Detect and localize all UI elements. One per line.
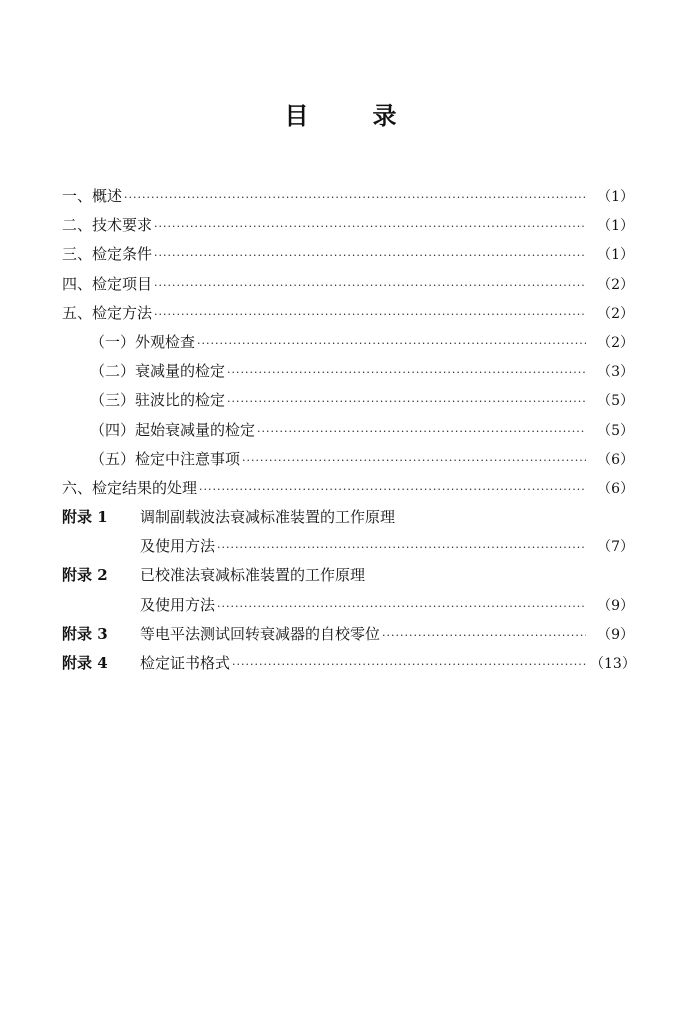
toc-page: （1）	[597, 218, 634, 235]
toc-number: （四）	[90, 420, 136, 439]
toc-page: （9）	[597, 626, 634, 643]
dot-leader	[242, 446, 586, 475]
dot-leader	[227, 358, 586, 387]
toc-number: （一）	[90, 332, 136, 351]
toc-text: 概述	[92, 187, 123, 205]
dot-leader	[154, 300, 586, 329]
dot-leader	[199, 475, 586, 504]
toc-page: （13）	[590, 656, 636, 672]
toc-number: 五、	[62, 303, 93, 322]
toc-text: 检定结果的处理	[92, 478, 198, 497]
dot-leader	[154, 241, 586, 270]
toc-page: （9）	[597, 597, 634, 614]
toc-page: （3）	[597, 364, 634, 381]
title-char-2: 录	[372, 101, 397, 130]
toc-text: 检定条件	[92, 245, 153, 264]
toc-subentry[interactable]	[62, 357, 634, 386]
table-of-contents	[62, 182, 634, 678]
appendix-label: 附录 3	[62, 624, 108, 643]
toc-number: 四、	[62, 274, 93, 293]
toc-number: （三）	[90, 391, 136, 410]
dot-leader	[197, 329, 586, 358]
toc-number: （二）	[90, 362, 136, 381]
toc-page: （1）	[597, 189, 634, 205]
toc-entry[interactable]	[62, 182, 634, 211]
toc-entry[interactable]	[62, 299, 634, 328]
page-title	[0, 96, 681, 131]
appendix-label: 附录 1	[62, 508, 108, 527]
toc-appendix[interactable]	[62, 561, 634, 590]
appendix-title-cont: 及使用方法	[140, 537, 216, 556]
toc-text: 技术要求	[92, 216, 153, 235]
dot-leader	[257, 417, 586, 446]
toc-page: （6）	[597, 480, 634, 497]
toc-page: （1）	[597, 247, 634, 264]
toc-appendix-continued[interactable]	[62, 532, 634, 561]
dot-leader	[382, 621, 586, 650]
appendix-title: 等电平法测试回转衰减器的自校零位	[140, 624, 381, 643]
toc-appendix-continued[interactable]	[62, 591, 634, 620]
toc-number: 六、	[62, 478, 93, 497]
dot-leader	[154, 212, 586, 241]
toc-subentry[interactable]	[62, 328, 634, 357]
title-char-1: 目	[284, 101, 309, 130]
toc-page: （7）	[597, 539, 634, 556]
toc-number: （五）	[90, 449, 136, 468]
toc-page: （2）	[597, 334, 634, 351]
dot-leader	[232, 650, 586, 679]
toc-number: 一、	[62, 187, 93, 205]
toc-text: 起始衰减量的检定	[135, 420, 256, 439]
toc-page: （2）	[597, 276, 634, 293]
appendix-title-cont: 及使用方法	[140, 595, 216, 614]
appendix-label: 附录 2	[62, 566, 108, 585]
toc-entry[interactable]	[62, 211, 634, 240]
toc-text: 检定方法	[92, 303, 153, 322]
toc-number: 二、	[62, 216, 93, 235]
dot-leader	[154, 271, 586, 300]
dot-leader	[124, 183, 586, 212]
toc-text: 检定项目	[92, 274, 153, 293]
toc-subentry[interactable]	[62, 445, 634, 474]
toc-text: 衰减量的检定	[135, 362, 226, 381]
dot-leader	[217, 533, 586, 562]
toc-entry[interactable]	[62, 474, 634, 503]
dot-leader	[227, 387, 586, 416]
toc-text: 外观检查	[135, 332, 196, 351]
dot-leader	[217, 592, 586, 621]
toc-number: 三、	[62, 245, 93, 264]
toc-page: （2）	[597, 305, 634, 322]
toc-page: （5）	[597, 422, 634, 439]
toc-page: （5）	[597, 393, 634, 410]
appendix-label: 附录 4	[62, 654, 108, 672]
appendix-title: 调制副载波法衰减标准装置的工作原理	[140, 508, 396, 527]
toc-appendix[interactable]	[62, 649, 634, 678]
appendix-title: 已校准法衰减标准装置的工作原理	[140, 566, 366, 585]
appendix-title: 检定证书格式	[140, 654, 231, 672]
toc-subentry[interactable]	[62, 416, 634, 445]
toc-appendix[interactable]	[62, 503, 634, 532]
toc-subentry[interactable]	[62, 386, 634, 415]
toc-entry[interactable]	[62, 240, 634, 269]
toc-page: （6）	[597, 451, 634, 468]
toc-entry[interactable]	[62, 270, 634, 299]
toc-text: 检定中注意事项	[135, 449, 241, 468]
toc-appendix[interactable]	[62, 620, 634, 649]
toc-text: 驻波比的检定	[135, 391, 226, 410]
